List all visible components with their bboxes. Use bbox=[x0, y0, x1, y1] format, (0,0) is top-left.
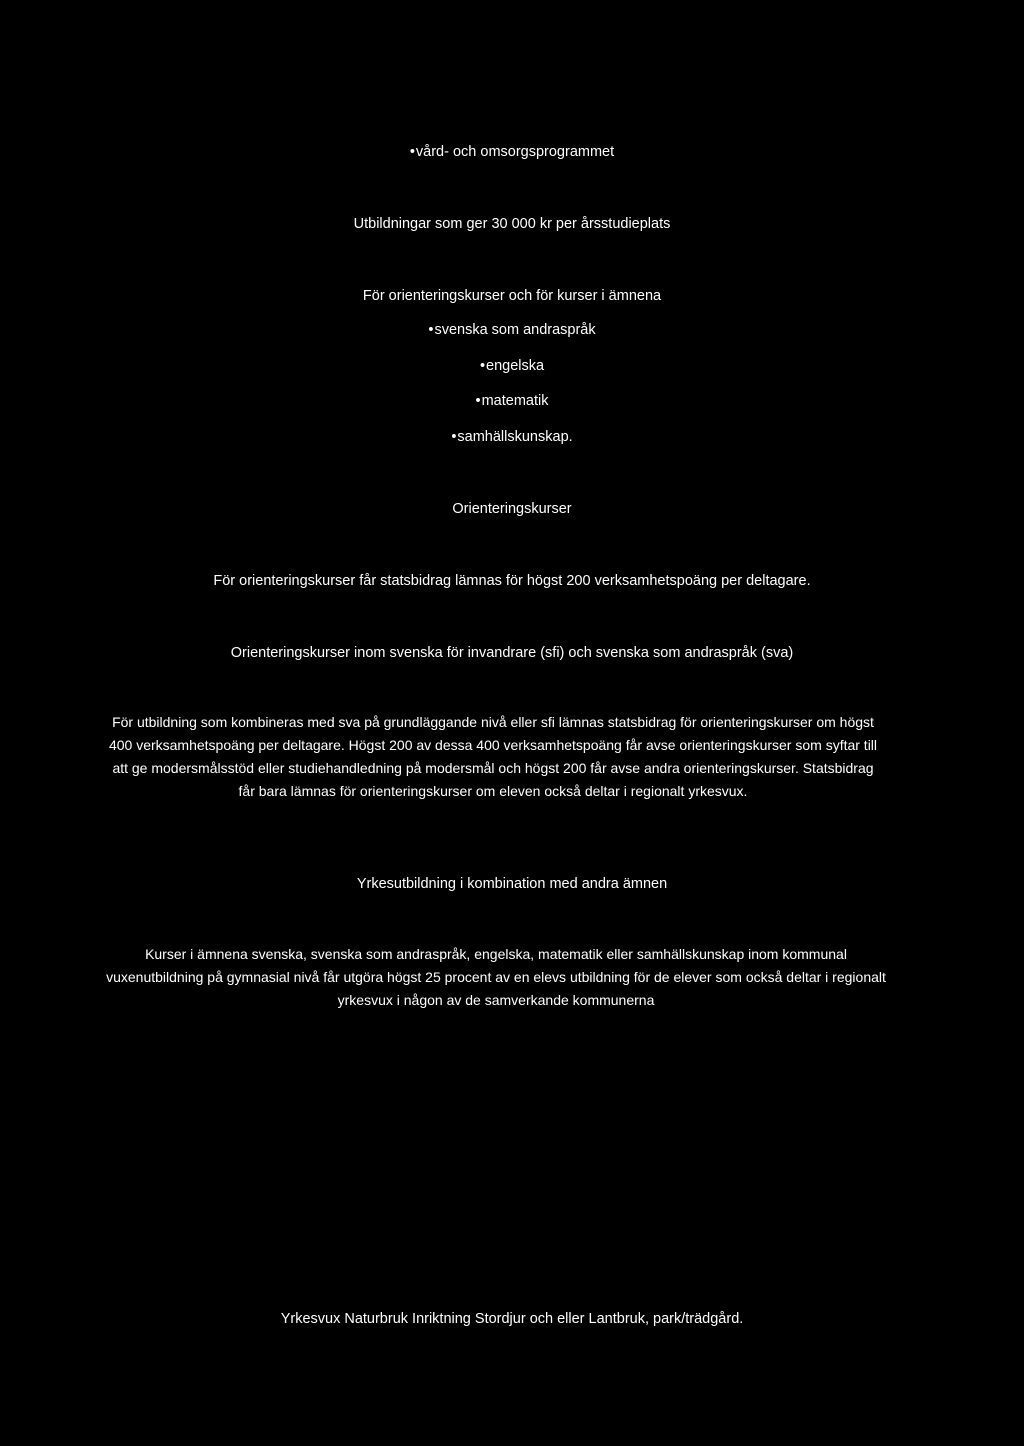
heading-orientering: Orienteringskurser bbox=[452, 501, 572, 517]
heading-30000: Utbildningar som ger 30 000 kr per årsstudieplats bbox=[353, 216, 671, 232]
footer-line: Yrkesvux Naturbruk Inriktning Stordjur och eller Lantbruk, park/trädgård. bbox=[280, 1311, 744, 1327]
para-orientering: För orienteringskurser får statsbidrag lämnas för högst 200 verksamhetspoäng per deltagare. bbox=[213, 573, 811, 589]
para-kombination: Kurser i ämnena svenska, svenska som andraspråk, engelska, matematik eller samhällskunskap inom kommunal vuxenutbildning på gymnasial nivå får utgöra högst 25 procent av en elevs utbildning för de elever som också deltar i regionalt yrkesvux i någon av de samverkande kommunerna bbox=[106, 946, 886, 1008]
intro-subjects: För orienteringskurser och för kurser i ämnena bbox=[362, 288, 662, 304]
subject-item: • samhällskunskap. bbox=[0, 428, 1024, 446]
bullet-program: • vård- och omsorgsprogrammet bbox=[0, 143, 1024, 161]
heading-kombination: Yrkesutbildning i kombination med andra ämnen bbox=[356, 876, 668, 892]
heading-sfi-sva: Orienteringskurser inom svenska för invandrare (sfi) och svenska som andraspråk (sva) bbox=[230, 645, 794, 661]
para-sfi-sva: För utbildning som kombineras med sva på grundläggande nivå eller sfi lämnas statsbidrag för orienteringskurser om högst 400 verksamhetspoäng per deltagare. Högst 200 av dessa 400 verksamhetspoäng får avse orienteringskurser som syftar till att ge modersmålsstöd eller studiehandledning på modersmål och högst 200 får avse andra orienteringskurser. Statsbidrag får bara lämnas för orienteringskurser om eleven också deltar i regionalt yrkesvux. bbox=[108, 714, 878, 799]
subject-item: • matematik bbox=[0, 392, 1024, 410]
subject-item: • svenska som andraspråk bbox=[0, 321, 1024, 339]
subject-item: • engelska bbox=[0, 357, 1024, 375]
